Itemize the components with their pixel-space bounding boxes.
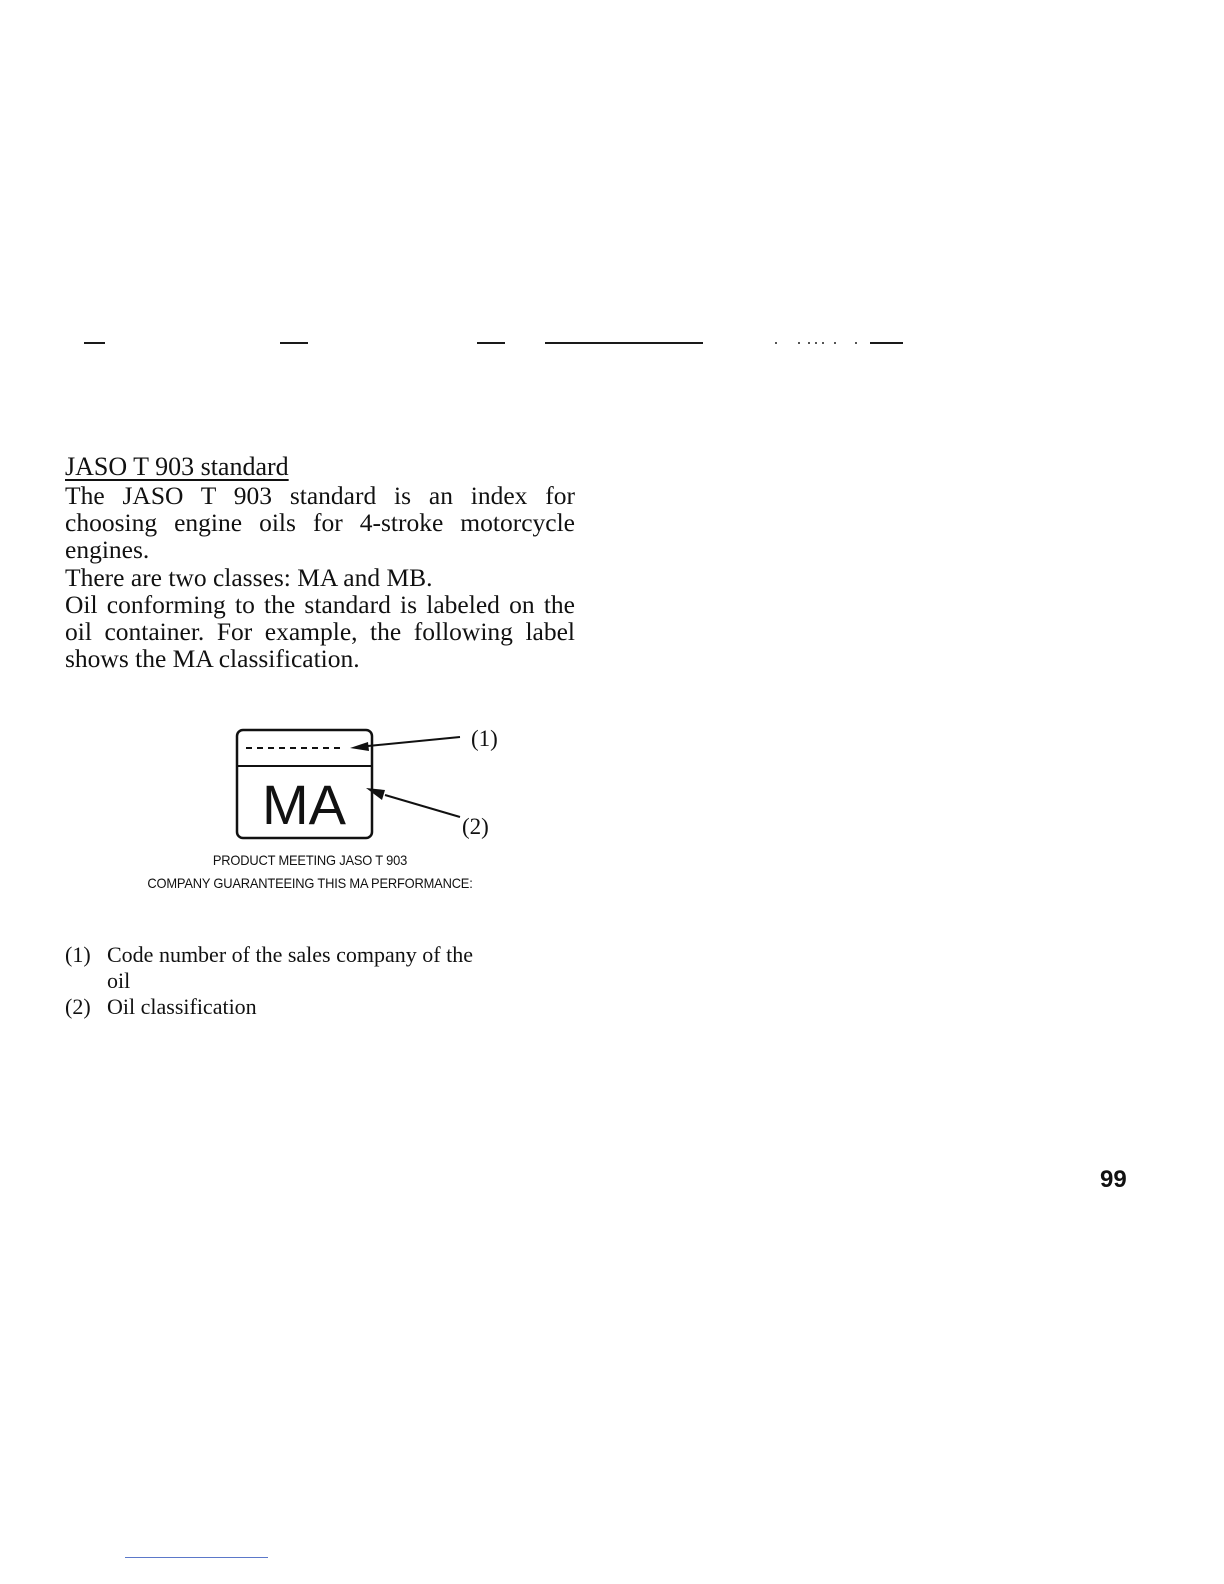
header-rule-2 (280, 342, 308, 344)
callout-1-label: (1) (471, 726, 498, 751)
legend-item (65, 994, 487, 1020)
paragraph-classes: There are two classes: MA and MB. (65, 562, 433, 592)
header-rule-5 (870, 342, 903, 344)
legend-item-text: Code number of the sales company of the oil (107, 942, 473, 993)
section-heading: JASO T 903 standard (65, 452, 289, 481)
figure-caption-line-1: PRODUCT MEETING JASO T 903 (212, 852, 408, 868)
callout-1-leader (368, 737, 460, 746)
figure-caption-line-2: COMPANY GUARANTEEING THIS MA PERFORMANCE: (147, 875, 473, 891)
header-rule-4 (545, 342, 703, 344)
legend-item (65, 942, 487, 994)
header-dot (834, 342, 836, 344)
header-dot (822, 342, 824, 344)
paragraph-intro: The JASO T 903 standard is an index for choosing engine oils for 4-stroke motorcycle engines. (65, 481, 575, 565)
section-body (65, 482, 575, 672)
callout-2-arrowhead (366, 788, 385, 800)
paragraph-label: Oil conforming to the standard is labeled on the oil container. For example, the following label shows the MA classification. (65, 589, 575, 674)
header-rule-1 (84, 342, 105, 344)
figure-legend (65, 942, 487, 1020)
legend-item-number: (2) (65, 994, 91, 1019)
header-dot (798, 342, 800, 344)
legend-item-text: Oil classification (107, 994, 257, 1019)
callout-2-leader (385, 795, 460, 817)
page-number: 99 (1100, 1166, 1127, 1193)
header-rule-3 (477, 342, 505, 344)
callout-1-arrowhead (350, 742, 369, 751)
header-dot (808, 342, 810, 344)
legend-item-number: (1) (65, 942, 91, 967)
callout-2-label: (2) (462, 814, 489, 839)
footer-rule (125, 1557, 268, 1558)
label-classification-text: MA (262, 773, 346, 836)
header-dot (815, 342, 817, 344)
header-dot (775, 342, 777, 344)
header-dot (855, 342, 857, 344)
